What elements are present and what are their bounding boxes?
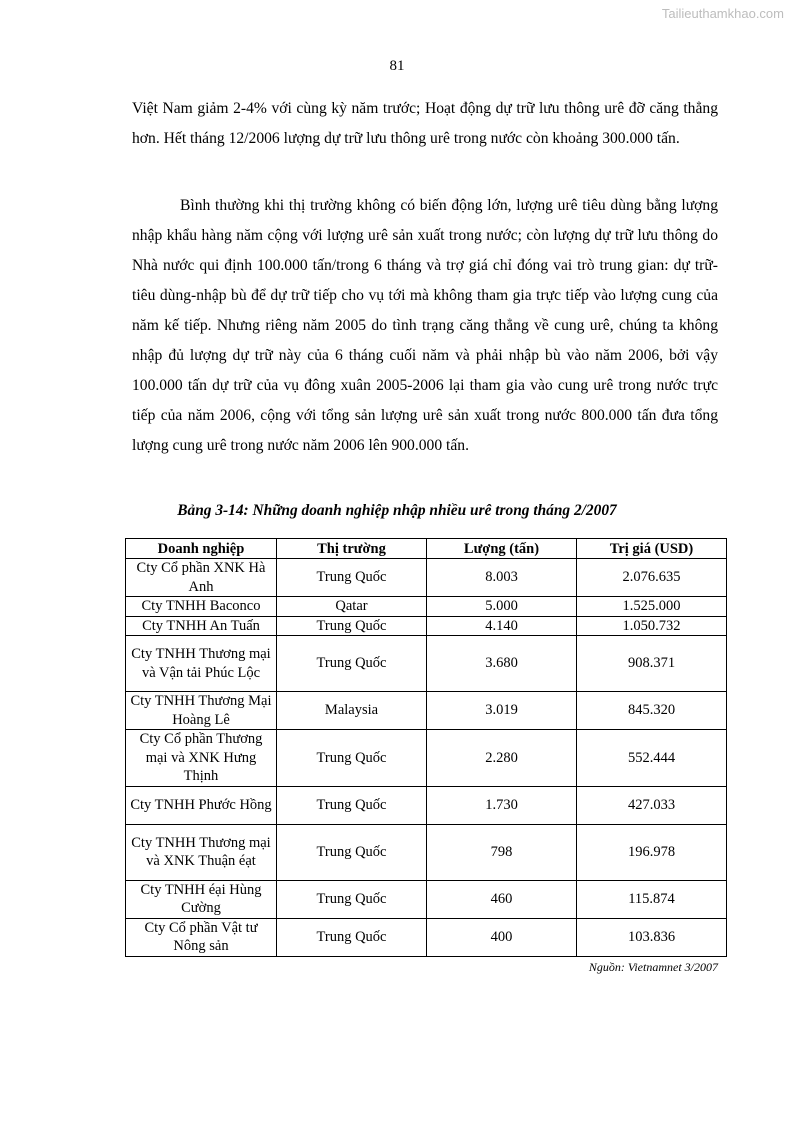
cell-company: Cty TNHH Phước Hồng [126, 786, 277, 824]
cell-market: Trung Quốc [277, 918, 427, 956]
watermark-text: Tailieuthamkhao.com [661, 6, 784, 21]
table-row [126, 918, 727, 956]
cell-market: Trung Quốc [277, 824, 427, 880]
cell-value: 1.525.000 [577, 597, 727, 617]
cell-quantity: 3.019 [427, 692, 577, 730]
cell-company: Cty Cổ phần Vật tư Nông sản [126, 918, 277, 956]
cell-value: 103.836 [577, 918, 727, 956]
cell-company: Cty TNHH Thương mại và XNK Thuận éạt [126, 824, 277, 880]
cell-value: 552.444 [577, 730, 727, 787]
paragraph-1: Việt Nam giảm 2-4% với cùng kỳ năm trước; Hoạt động dự trữ lưu thông urê đỡ căng thẳng hơn. Hết tháng 12/2006 lượng dự trữ lưu thông urê trong nước còn khoảng 300.000 tấn. [132, 100, 718, 147]
cell-quantity: 2.280 [427, 730, 577, 787]
table-header-row [126, 539, 727, 559]
importers-table [125, 538, 727, 957]
table-row [126, 597, 727, 617]
table-row [126, 636, 727, 692]
cell-company: Cty TNHH An Tuấn [126, 616, 277, 636]
cell-quantity: 8.003 [427, 559, 577, 597]
cell-company: Cty TNHH éại Hùng Cường [126, 880, 277, 918]
cell-value: 908.371 [577, 636, 727, 692]
cell-value: 115.874 [577, 880, 727, 918]
cell-value: 2.076.635 [577, 559, 727, 597]
column-header-company: Doanh nghiệp [126, 539, 277, 559]
cell-market: Trung Quốc [277, 559, 427, 597]
cell-value: 427.033 [577, 786, 727, 824]
table-source: Nguồn: Vietnamnet 3/2007 [588, 960, 718, 974]
cell-company: Cty TNHH Baconco [126, 597, 277, 617]
cell-quantity: 4.140 [427, 616, 577, 636]
cell-quantity: 798 [427, 824, 577, 880]
cell-market: Qatar [277, 597, 427, 617]
cell-company: Cty TNHH Thương mại và Vận tải Phúc Lộc [126, 636, 277, 692]
cell-market: Malaysia [277, 692, 427, 730]
cell-market: Trung Quốc [277, 616, 427, 636]
cell-quantity: 400 [427, 918, 577, 956]
table-row [126, 616, 727, 636]
cell-quantity: 460 [427, 880, 577, 918]
cell-company: Cty Cổ phần Thương mại và XNK Hưng Thịnh [126, 730, 277, 787]
cell-value: 845.320 [577, 692, 727, 730]
cell-company: Cty Cổ phần XNK Hà Anh [126, 559, 277, 597]
table-row [126, 730, 727, 787]
page-number: 81 [389, 58, 405, 74]
table-row [126, 880, 727, 918]
cell-quantity: 5.000 [427, 597, 577, 617]
table-row [126, 559, 727, 597]
column-header-quantity: Lượng (tấn) [427, 539, 577, 559]
table-row [126, 824, 727, 880]
column-header-market: Thị trường [277, 539, 427, 559]
cell-market: Trung Quốc [277, 636, 427, 692]
cell-market: Trung Quốc [277, 880, 427, 918]
cell-quantity: 1.730 [427, 786, 577, 824]
cell-company: Cty TNHH Thương Mại Hoàng Lê [126, 692, 277, 730]
cell-value: 196.978 [577, 824, 727, 880]
column-header-value: Trị giá (USD) [577, 539, 727, 559]
cell-quantity: 3.680 [427, 636, 577, 692]
table-row [126, 786, 727, 824]
cell-market: Trung Quốc [277, 730, 427, 787]
table-row [126, 692, 727, 730]
table-title: Bảng 3-14: Những doanh nghiệp nhập nhiều urê trong tháng 2/2007 [177, 502, 617, 519]
paragraph-2: Bình thường khi thị trường không có biến động lớn, lượng urê tiêu dùng bằng lượng nhập khẩu hàng năm cộng với lượng urê sản xuất trong nước; còn lượng dự trữ lưu thông do Nhà nước qui định 100.000 tấn/trong 6 tháng và trợ giá chỉ đóng vai trò trung gian: dự trữ-tiêu dùng-nhập bù để dự trữ tiếp cho vụ tới mà không tham gia trực tiếp vào lượng cung của năm kế tiếp. Nhưng riêng năm 2005 do tình trạng căng thẳng về cung urê, chúng ta không nhập đủ lượng dự trữ này của 6 tháng cuối năm và phải nhập bù vào năm 2006, bởi vậy 100.000 tấn dự trữ của vụ đông xuân 2005-2006 lại tham gia vào cung urê trong nước trực tiếp của năm 2006, cộng với tổng sản lượng urê sản xuất trong nước 800.000 tấn đưa tổng lượng cung urê trong nước năm 2006 lên 900.000 tấn. [132, 197, 718, 454]
cell-value: 1.050.732 [577, 616, 727, 636]
cell-market: Trung Quốc [277, 786, 427, 824]
